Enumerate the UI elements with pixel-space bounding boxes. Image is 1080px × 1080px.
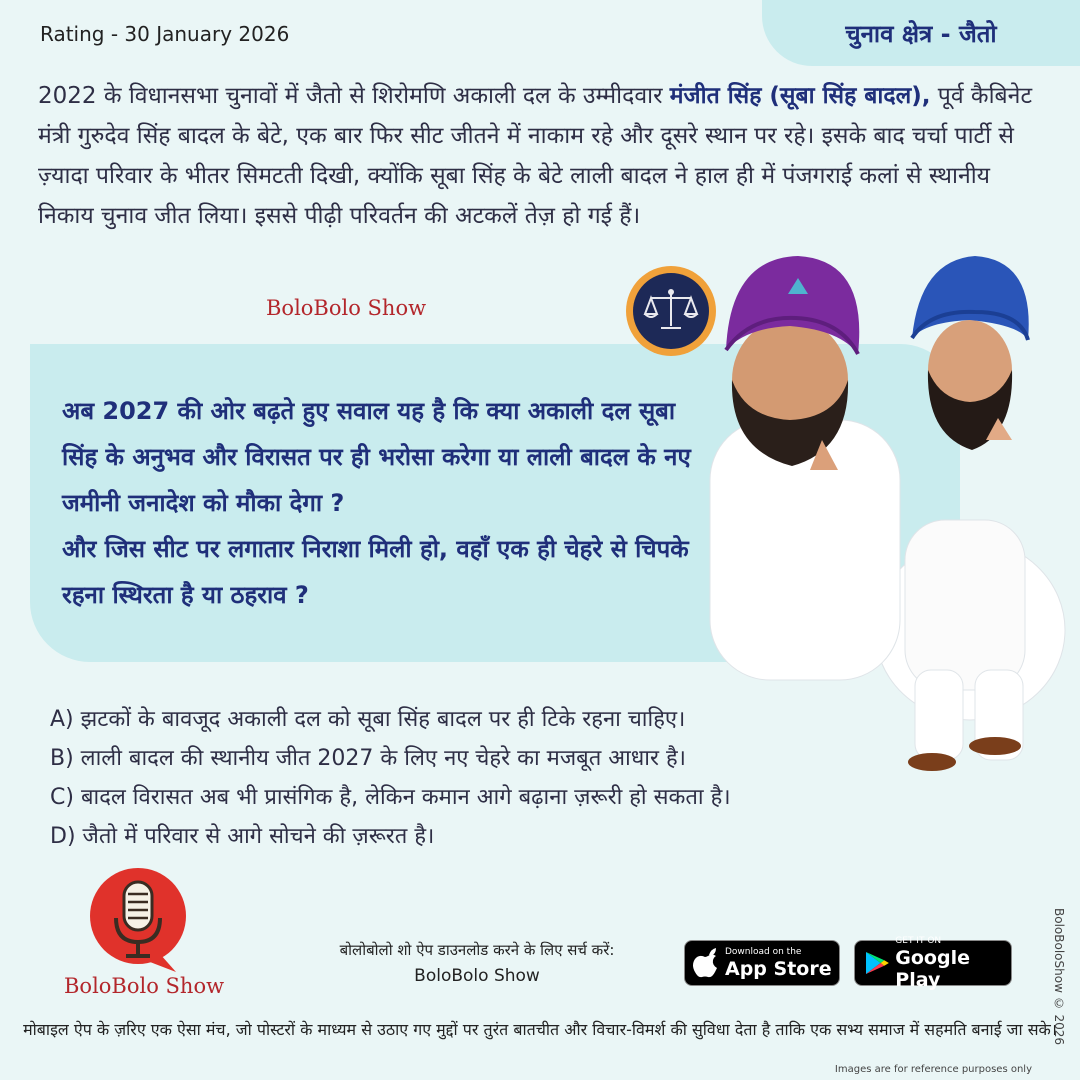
search-brand: BoloBolo Show: [414, 966, 540, 986]
constituency-label: चुनाव क्षेत्र - जैतो: [845, 19, 997, 48]
image-disclaimer: Images are for reference purposes only: [834, 1064, 1032, 1075]
candidate-name: मंजीत सिंह (सूबा सिंह बादल),: [669, 83, 931, 109]
app-store-button[interactable]: [684, 940, 840, 986]
option-c[interactable]: C) बादल विरासत अब भी प्रासंगिक है, लेकिन कमान आगे बढ़ाना ज़रूरी हो सकता है।: [50, 785, 731, 810]
google-play-button[interactable]: [854, 935, 1012, 991]
footer-description: मोबाइल ऐप के ज़रिए एक ऐसा मंच, जो पोस्टरों के माध्यम से उठाए गए मुद्दों पर तुरंत बातचीत और विचार-विमर्श की सुविधा देता है ताकि एक सभ्य समाज में सहमति बनाई जा सके।: [23, 1020, 1057, 1039]
copyright-notice: BoloBoloShow © 2026: [1052, 908, 1066, 1046]
option-b[interactable]: B) लाली बादल की स्थानीय जीत 2027 के लिए नए चेहरे का मजबूत आधार है।: [50, 746, 686, 771]
intro-text-2: पूर्व कैबिनेट मंत्री गुरुदेव सिंह बादल के बेटे, एक बार फिर सीट जीतने में नाकाम रहे और दूसरे स्थान पर रहे। इसके बाद चर्चा पार्टी से ज़्यादा परिवार के भीतर सिमटती दिखी, क्योंकि सूबा सिंह के बेटे लाली बादल ने हाल ही में पंजगराई कलां से स्थानीय निकाय चुनाव जीत लिया। इससे पीढ़ी परिवर्तन की अटकलें तेज़ हो गई हैं।: [38, 83, 1033, 229]
person-right-blue-turban: [875, 256, 1065, 771]
question-text: [62, 388, 702, 618]
google-play-big: Google Play: [895, 946, 970, 991]
app-search-prompt: [272, 937, 682, 989]
option-a[interactable]: A) झटकों के बावजूद अकाली दल को सूबा सिंह बादल पर ही टिके रहना चाहिए।: [50, 707, 686, 732]
google-play-small: GET IT ON: [895, 935, 942, 946]
google-play-icon: [855, 946, 895, 980]
app-store-small: Download on the: [725, 946, 802, 957]
brand-watermark: BoloBolo Show: [266, 296, 427, 320]
logo-wordmark: BoloBolo Show: [64, 974, 225, 998]
constituency-tab: [762, 0, 1080, 66]
search-instruction: बोलोबोलो शो ऐप डाउनलोड करने के लिए सर्च करें:: [339, 941, 615, 959]
intro-paragraph: [38, 76, 1048, 236]
rating-date: Rating - 30 January 2026: [40, 22, 290, 46]
apple-icon: [685, 946, 725, 980]
intro-text-1: 2022 के विधानसभा चुनावों में जैतो से शिरोमणि अकाली दल के उम्मीदवार: [38, 83, 670, 109]
person-left-purple-turban: [710, 256, 900, 680]
poll-options: [50, 700, 950, 856]
question-line-1: अब 2027 की ओर बढ़ते हुए सवाल यह है कि क्या अकाली दल सूबा सिंह के अनुभव और विरासत पर ही भरोसा करेगा या लाली बादल के नए जमीनी जनादेश को मौका देगा ?: [62, 397, 691, 517]
app-store-big: App Store: [725, 957, 832, 980]
option-d[interactable]: D) जैतो में परिवार से आगे सोचने की ज़रूरत है।: [50, 824, 435, 849]
question-line-2: और जिस सीट पर लगातार निराशा मिली हो, वहाँ एक ही चेहरे से चिपके रहना स्थिरता है या ठहराव ?: [62, 535, 689, 609]
